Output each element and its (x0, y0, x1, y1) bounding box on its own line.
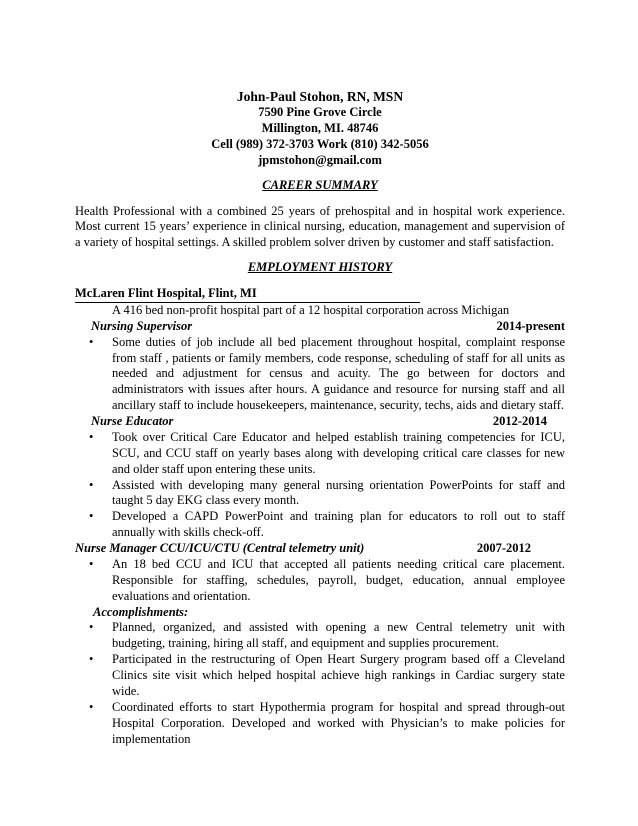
career-summary-text: Health Professional with a combined 25 years of prehospital and in hospital work experience. Most current 15 years’ experience in clinical nursing, education, management and supervision of a variety of hospital settings. A skilled problem solver driven by customer and staff satisfaction. (75, 203, 565, 250)
position-dates: 2007-2012 (476, 541, 531, 556)
employer-underline (75, 286, 420, 303)
bullet-item: • Assisted with developing many general nursing orientation PowerPoints for staff and taught 5 day EKG class every month. (75, 478, 565, 510)
bullet-item: • Planned, organized, and assisted with opening a new Central telemetry unit with budgeting, training, hiring all staff, and equipment and supplies procurement. (75, 620, 565, 652)
bullet-list-nursing-supervisor (75, 335, 565, 414)
bullet-item: • Coordinated efforts to start Hypothermia program for hospital and spread through-out Hospital Corporation. Developed and worked with Physician’s to make policies for implementation (75, 700, 565, 748)
address-line-2: Millington, MI. 48746 (261, 121, 379, 136)
position-row-nurse-educator (75, 414, 565, 430)
career-summary-heading: CAREER SUMMARY (262, 177, 378, 192)
bullet-item: • An 18 bed CCU and ICU that accepted all patients needing critical care placement. Responsible for staffing, schedules, payroll, budget, education, annual employee evaluations and orientation. (75, 557, 565, 605)
position-title: Nurse Manager CCU/ICU/CTU (Central telemetry unit) (75, 541, 365, 556)
bullet-item: • Participated in the restructuring of Open Heart Surgery program based off a Cleveland Clinics site visit which helped hospital achieve high rankings in Cardiac surgery state wide. (75, 652, 565, 700)
position-row-nursing-supervisor (75, 319, 565, 335)
bullet-item: • Developed a CAPD PowerPoint and training plan for educators to roll out to staff annually with skills check-off. (75, 509, 565, 541)
employment-history-heading: EMPLOYMENT HISTORY (247, 260, 393, 275)
phone-line: Cell (989) 372-3703 Work (810) 342-5056 (211, 136, 429, 151)
accomplishments-label: Accomplishments: (93, 604, 189, 619)
position-row-nurse-manager (75, 541, 565, 557)
candidate-name: John-Paul Stohon, RN, MSN (236, 89, 404, 104)
bullet-list-nurse-manager (75, 557, 565, 605)
position-dates: 2012-2014 (492, 414, 547, 429)
position-title: Nurse Educator (91, 414, 174, 429)
position-dates: 2014-present (496, 318, 565, 333)
bullet-item: • Took over Critical Care Educator and helped establish training competencies for ICU, SCU, and CCU staff on yearly bases along with developing critical care classes for new and older staff upon entering these units. (75, 430, 565, 478)
employer-description: A 416 bed non-profit hospital part of a 12 hospital corporation across Michigan (112, 302, 510, 317)
resume-header (75, 88, 565, 169)
position-title: Nursing Supervisor (91, 318, 193, 333)
bullet-list-nurse-educator (75, 430, 565, 541)
bullet-list-accomplishments (75, 620, 565, 747)
email-line: jpmstohon@gmail.com (258, 152, 382, 167)
employer-name-line (75, 286, 565, 303)
employer-name: McLaren Flint Hospital, Flint, MI (75, 286, 257, 301)
address-line-1: 7590 Pine Grove Circle (258, 105, 382, 120)
bullet-item: • Some duties of job include all bed placement throughout hospital, complaint response from staff , patients or family members, code response, scheduling of staff for all units as needed and adjustment for census and acuity. The go between for doctors and administrators with issues after hours. A guidance and resource for nursing staff and all ancillary staff to include housekeepers, maintenance, security, techs, aids and dietary staff. (75, 335, 565, 414)
